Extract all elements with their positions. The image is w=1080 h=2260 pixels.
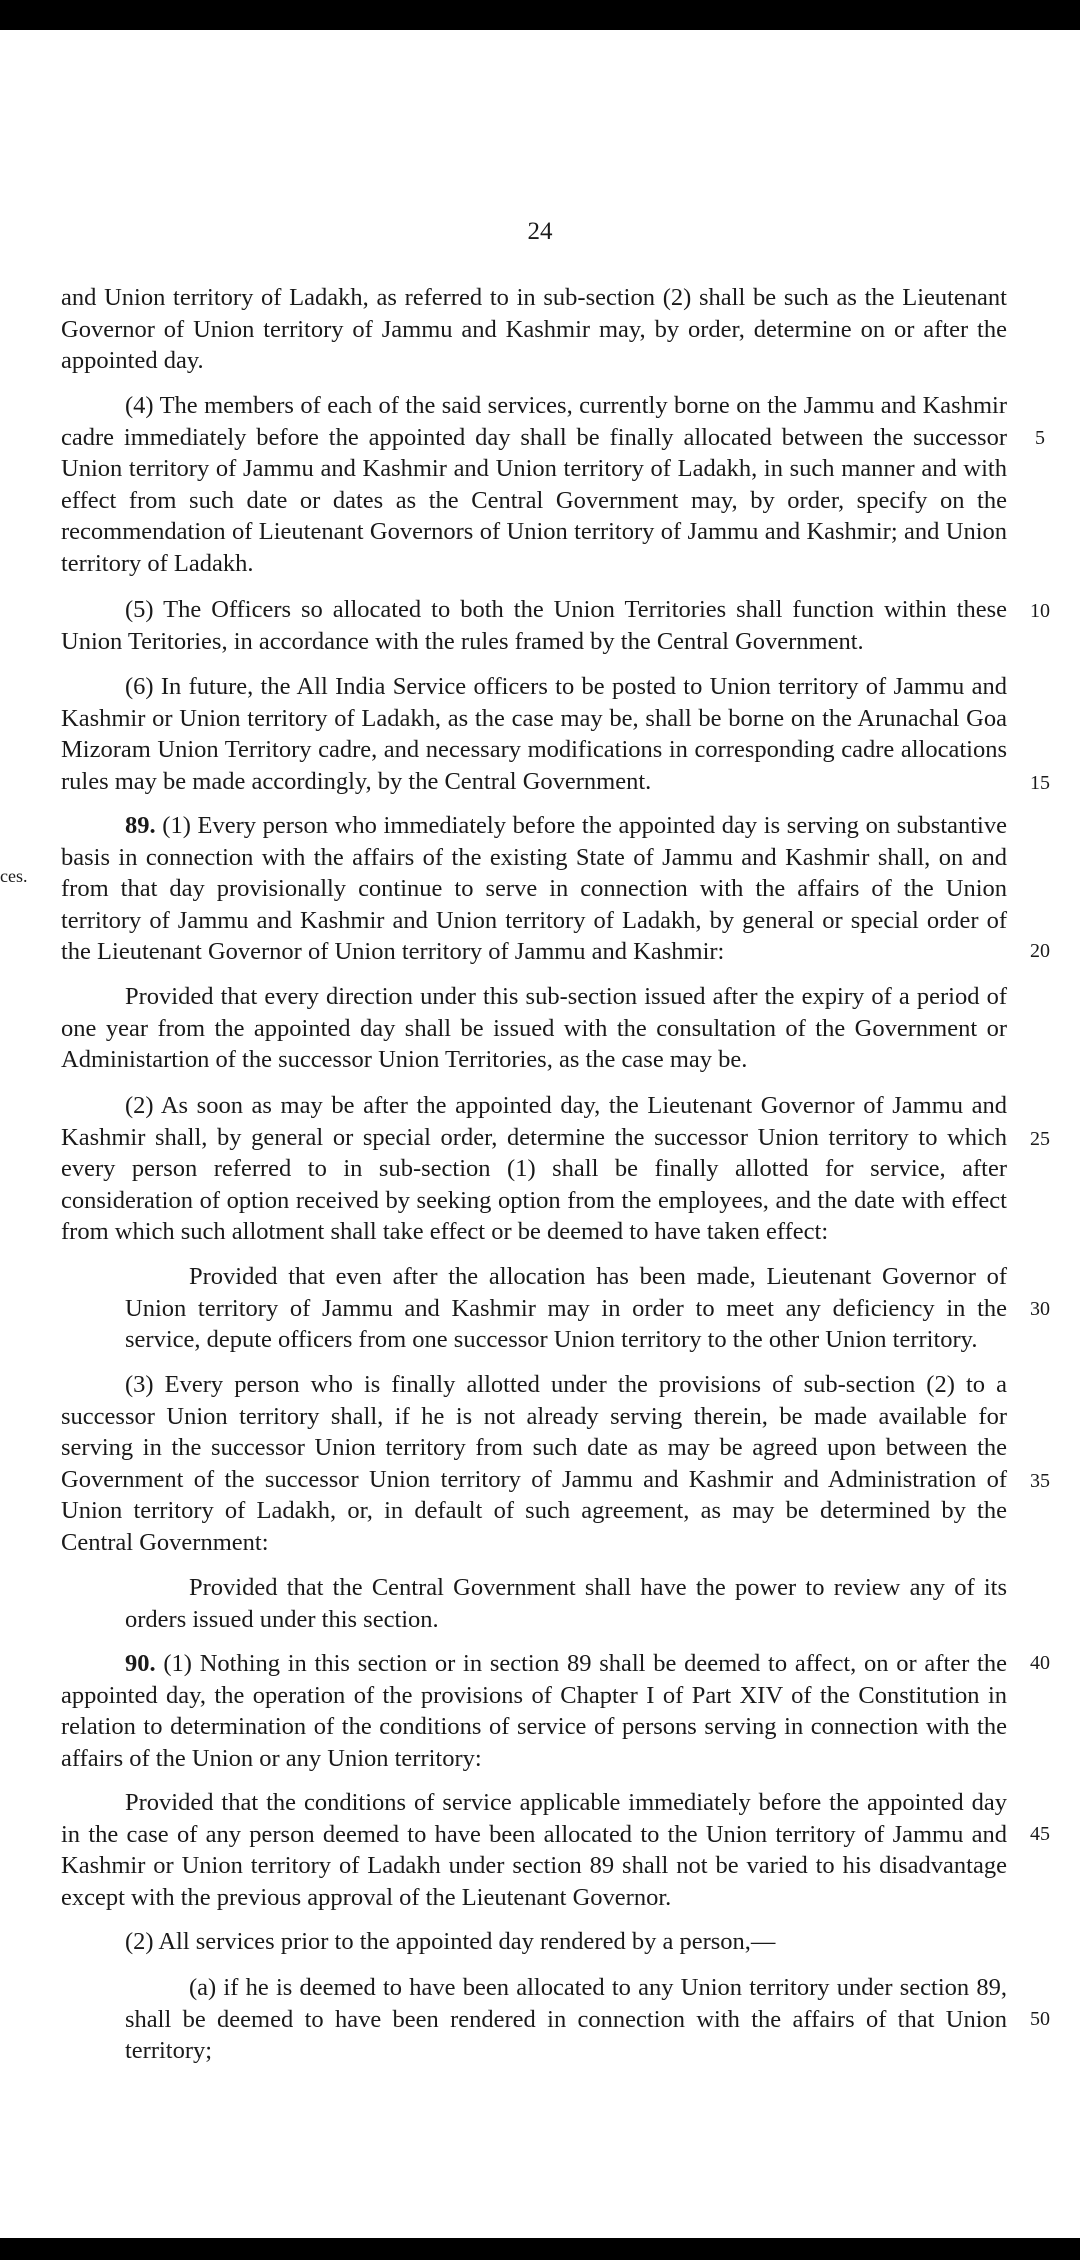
paragraph-text: (a) if he is deemed to have been allocated to any Union territory under section 89, shall be deemed to have been rendered in connection with the affairs of that Union territory; bbox=[125, 1974, 1007, 2064]
paragraph-text: (5) The Officers so allocated to both the Union Territories shall function within these Union Teritories, in accordance with the rules framed by the Central Government. bbox=[61, 596, 1007, 655]
paragraph-text: Provided that every direction under this sub-section issued after the expiry of a period of one year from the appointed day shall be issued with the consultation of the Government or Administartion of the successor Union Territories, as the case may be. bbox=[61, 983, 1007, 1073]
line-number: 10 bbox=[1030, 600, 1050, 622]
proviso-paragraph bbox=[125, 1261, 1007, 1356]
status-bar bbox=[0, 0, 1080, 30]
line-number: 25 bbox=[1030, 1128, 1050, 1150]
clause-paragraph bbox=[125, 1972, 1007, 2067]
paragraph-text: Provided that the conditions of service applicable immediately before the appointed day in the case of any person deemed to have been allocated to the Union territory of Jammu and Kashmir or Union territory of Ladakh under section 89 shall not be varied to his disadvantage except with the previous approval of the Lieutenant Governor. bbox=[61, 1789, 1007, 1911]
paragraph bbox=[61, 671, 1007, 797]
line-number: 30 bbox=[1030, 1298, 1050, 1320]
paragraph-text: (3) Every person who is finally allotted under the provisions of sub-section (2) to a successor Union territory shall, if he is not already serving therein, be made available for serving in the successor Union territory from such date as may be agreed upon between the Government of the successor Union territory of Jammu and Kashmir and Administration of Union territory of Ladakh, or, in default of such agreement, as may be determined by the Central Government: bbox=[61, 1371, 1007, 1556]
paragraph-text: (4) The members of each of the said services, currently borne on the Jammu and Kashmir cadre immediately before the appointed day shall be finally allocated between the successor Union territory of Jammu and Kashmir and Union territory of Ladakh, in such manner and with effect from such date or dates as the Central Government may, by order, specify on the recommendation of Lieutenant Governors of Union territory of Jammu and Kashmir; and Union territory of Ladakh. bbox=[61, 392, 1007, 577]
paragraph bbox=[61, 1926, 1007, 1958]
paragraph-text: (2) As soon as may be after the appointed day, the Lieutenant Governor of Jammu and Kashmir shall, by general or special order, determine the successor Union territory to which every person referred to in sub-section (1) shall be finally allotted for service, after consideration of option received by seeking option from the employees, and the date with effect from which such allotment shall take effect or be deemed to have taken effect: bbox=[61, 1092, 1007, 1245]
proviso-paragraph bbox=[125, 1572, 1007, 1635]
paragraph-text: (1) Every person who immediately before the appointed day is serving on substantive basis in connection with the affairs of the existing State of Jammu and Kashmir shall, on and from that day provisionally continue to serve in connection with the affairs of the Union territory of Jammu and Kashmir and Union territory of Ladakh, by general or special order of the Lieutenant Governor of Union territory of Jammu and Kashmir: bbox=[61, 812, 1007, 965]
page-number: 24 bbox=[527, 218, 553, 245]
paragraph-text: Provided that the Central Government shall have the power to review any of its orders issued under this section. bbox=[125, 1574, 1007, 1633]
paragraph-text: (1) Nothing in this section or in section 89 shall be deemed to affect, on or after the appointed day, the operation of the provisions of Chapter I of Part XIV of the Constitution in relation to determination of the conditions of service of persons serving in connection with the affairs of the Union or any Union territory: bbox=[61, 1650, 1007, 1772]
paragraph-text: (6) In future, the All India Service officers to be posted to Union territory of Jammu and Kashmir or Union territory of Ladakh, as the case may be, shall be borne on the Arunachal Goa Mizoram Union Territory cadre, and necessary modifications in corresponding cadre allocations rules may be made accordingly, by the Central Government. bbox=[61, 673, 1007, 795]
line-number: 45 bbox=[1030, 1823, 1050, 1845]
line-number: 35 bbox=[1030, 1470, 1050, 1492]
paragraph bbox=[61, 282, 1007, 377]
line-number: 5 bbox=[1035, 427, 1045, 449]
paragraph bbox=[61, 1787, 1007, 1913]
paragraph bbox=[61, 1090, 1007, 1248]
paragraph bbox=[61, 594, 1007, 657]
paragraph bbox=[61, 810, 1007, 968]
line-number: 20 bbox=[1030, 940, 1050, 962]
marginal-note: ces. bbox=[0, 866, 28, 886]
paragraph bbox=[61, 981, 1007, 1076]
section-number: 89. bbox=[125, 812, 156, 839]
section-number: 90. bbox=[125, 1650, 156, 1677]
paragraph bbox=[61, 390, 1007, 579]
line-number: 15 bbox=[1030, 772, 1050, 794]
paragraph bbox=[61, 1648, 1007, 1774]
line-number: 50 bbox=[1030, 2008, 1050, 2030]
paragraph-text: and Union territory of Ladakh, as referred to in sub-section (2) shall be such as the Lieutenant Governor of Union territory of Jammu and Kashmir may, by order, determine on or after the appointed day. bbox=[61, 284, 1007, 374]
navigation-bar bbox=[0, 2238, 1080, 2260]
paragraph bbox=[61, 1369, 1007, 1558]
line-number: 40 bbox=[1030, 1652, 1050, 1674]
paragraph-text: (2) All services prior to the appointed day rendered by a person,— bbox=[125, 1928, 776, 1955]
paragraph-text: Provided that even after the allocation has been made, Lieutenant Governor of Union territory of Jammu and Kashmir may in order to meet any deficiency in the service, depute officers from one successor Union territory to the other Union territory. bbox=[125, 1263, 1007, 1353]
